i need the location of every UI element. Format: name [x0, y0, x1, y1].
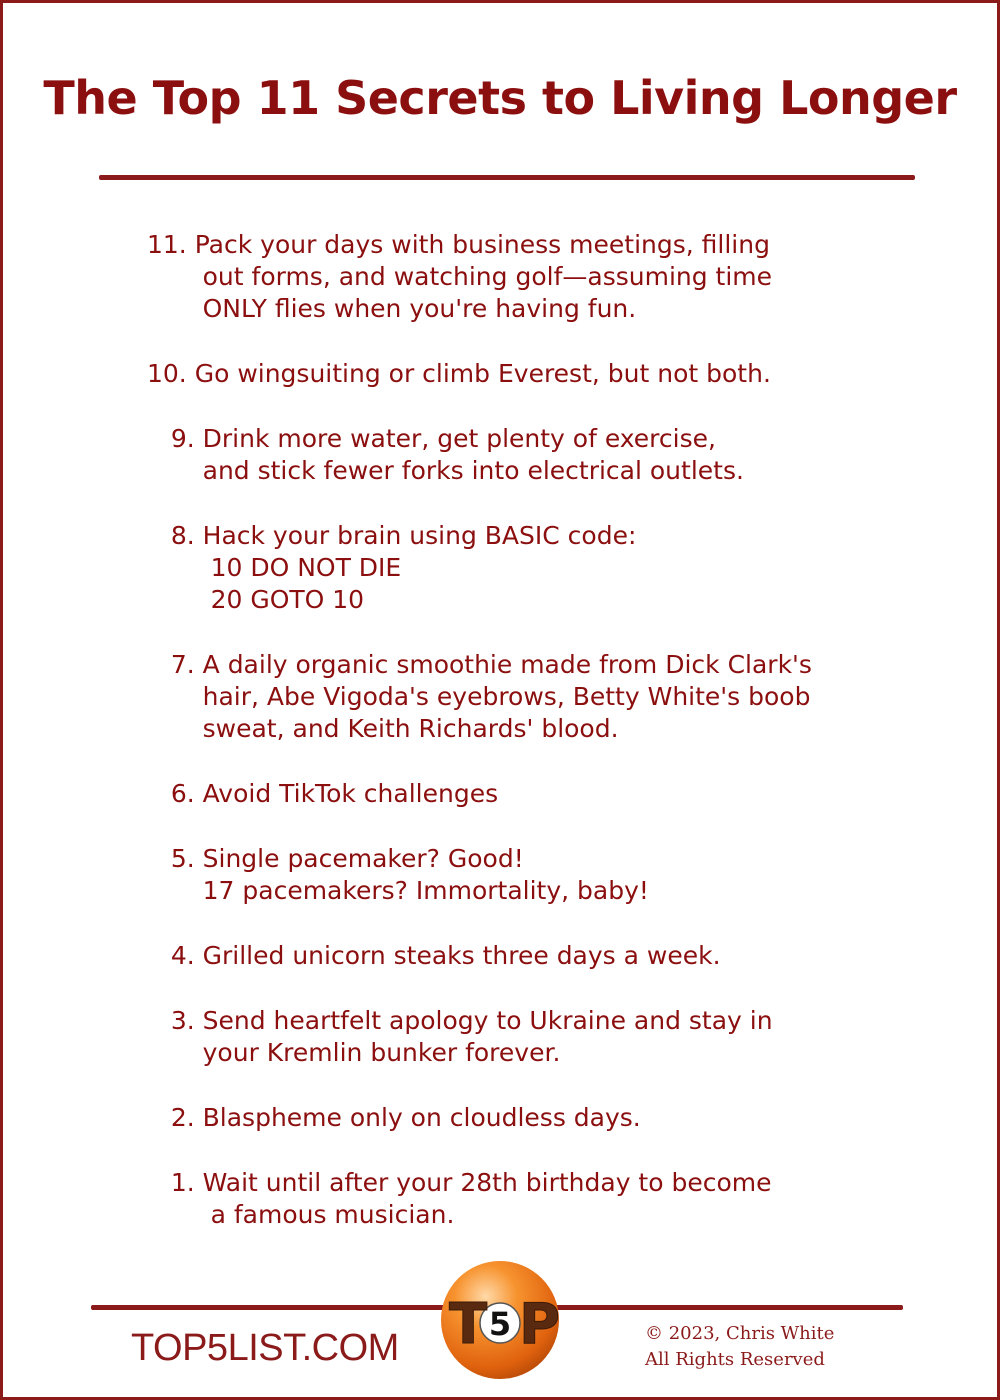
logo-number-5: 5 [488, 1305, 512, 1343]
list-item-line: 8. Hack your brain using BASIC code: [147, 521, 637, 550]
list-item-line: 9. Drink more water, get plenty of exercise, [147, 424, 716, 453]
list-item-line: 3. Send heartfelt apology to Ukraine and stay in [147, 1006, 773, 1035]
secrets-list [147, 229, 907, 1264]
rights-line: All Rights Reserved [645, 1349, 825, 1370]
list-item-line: 7. A daily organic smoothie made from Dick Clark's [147, 650, 812, 679]
list-item [147, 520, 907, 616]
list-item-line: 11. Pack your days with business meetings, filling [147, 230, 770, 259]
list-item-line: 17 pacemakers? Immortality, baby! [147, 876, 649, 905]
list-item-line: your Kremlin bunker forever. [147, 1038, 561, 1067]
top5-logo-icon [439, 1259, 561, 1381]
list-item [147, 778, 907, 810]
list-item-line: 4. Grilled unicorn steaks three days a week. [147, 941, 721, 970]
copyright-notice [645, 1321, 834, 1373]
list-item [147, 423, 907, 487]
list-item-line: 5. Single pacemaker? Good! [147, 844, 524, 873]
list-item-line: 6. Avoid TikTok challenges [147, 779, 499, 808]
list-item-line: 10. Go wingsuiting or climb Everest, but not both. [147, 359, 771, 388]
list-item-line: 20 GOTO 10 [147, 585, 365, 614]
list-item-line: a famous musician. [147, 1200, 455, 1229]
copyright-line: © 2023, Chris White [645, 1323, 835, 1344]
list-item [147, 358, 907, 390]
list-item-line: out forms, and watching golf—assuming time [147, 262, 773, 291]
list-item-line: and stick fewer forks into electrical outlets. [147, 456, 744, 485]
page-title: The Top 11 Secrets to Living Longer [43, 71, 957, 125]
title-divider [99, 175, 915, 180]
list-item-line: 1. Wait until after your 28th birthday to become [147, 1168, 772, 1197]
list-item [147, 1167, 907, 1231]
logo-letter-p: P [519, 1292, 561, 1357]
list-item [147, 229, 907, 325]
list-item-line: 10 DO NOT DIE [147, 553, 402, 582]
list-item [147, 843, 907, 907]
list-item-line: 2. Blaspheme only on cloudless days. [147, 1103, 641, 1132]
list-item-line: ONLY flies when you're having fun. [147, 294, 637, 323]
list-item-line: sweat, and Keith Richards' blood. [147, 714, 619, 743]
list-item [147, 1005, 907, 1069]
list-item-line: hair, Abe Vigoda's eyebrows, Betty White's boob [147, 682, 811, 711]
list-item [147, 1102, 907, 1134]
logo-letter-t: T [449, 1292, 488, 1357]
site-name: TOP5LIST.COM [131, 1327, 399, 1369]
list-item [147, 940, 907, 972]
list-item [147, 649, 907, 745]
